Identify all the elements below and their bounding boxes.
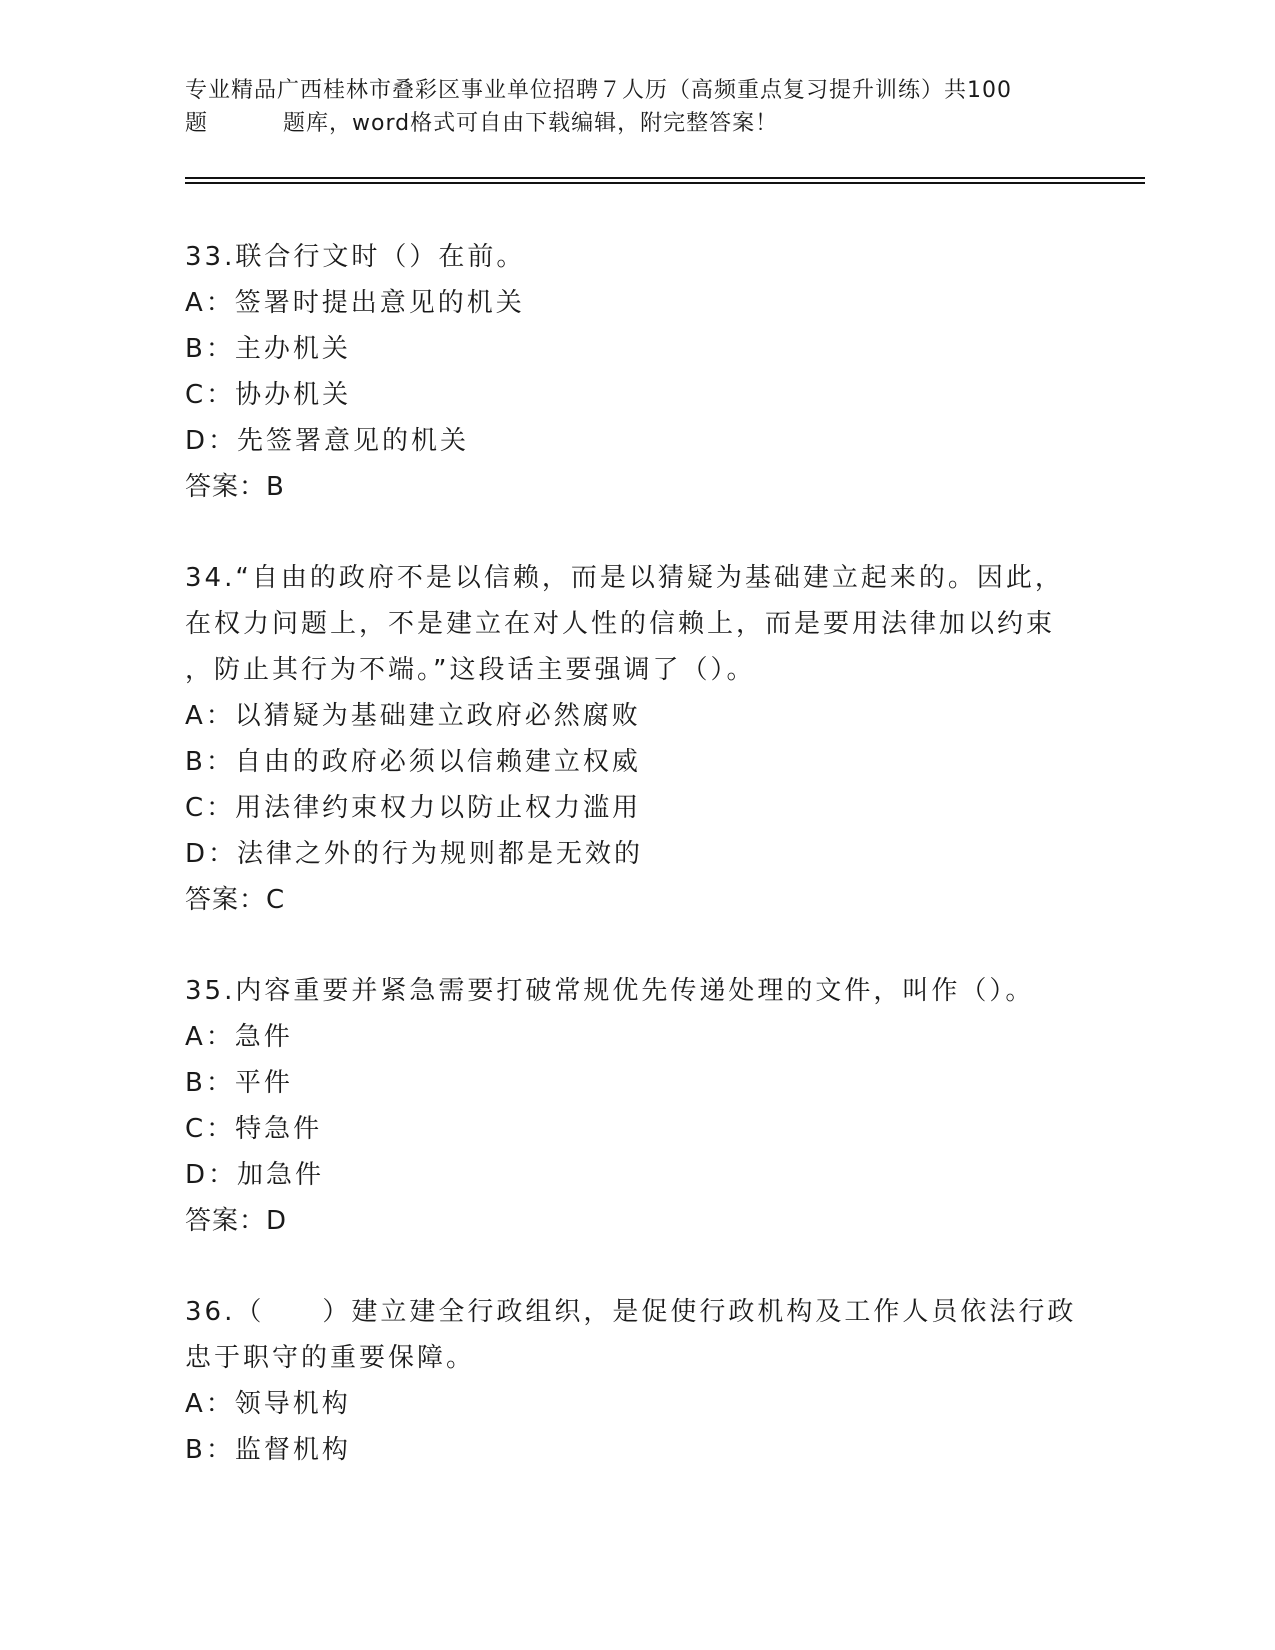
option-a: A：领导机构 bbox=[185, 1389, 351, 1419]
question-list bbox=[185, 234, 1085, 1473]
question-text: 36.（ ）建立建全行政组织，是促使行政机构及工作人员依法行政 bbox=[185, 1297, 1077, 1327]
option-a: A：急件 bbox=[185, 1022, 293, 1052]
question-text: 35.内容重要并紧急需要打破常规优先传递处理的文件，叫作（）。 bbox=[185, 976, 1035, 1006]
option-a: A：以猜疑为基础建立政府必然腐败 bbox=[185, 701, 641, 731]
option-c: C：协办机关 bbox=[185, 380, 352, 410]
question-text: 33.联合行文时（）在前。 bbox=[185, 242, 526, 272]
header-divider-bottom bbox=[185, 182, 1145, 184]
option-a: A：签署时提出意见的机关 bbox=[185, 288, 525, 318]
option-d: D：先签署意见的机关 bbox=[185, 426, 470, 456]
question-block-36 bbox=[185, 1289, 1085, 1473]
option-c: C：特急件 bbox=[185, 1114, 323, 1144]
page-header bbox=[185, 74, 1085, 140]
header-title-line2 bbox=[185, 107, 1085, 140]
answer-text: 答案：B bbox=[185, 472, 285, 502]
option-d: D：加急件 bbox=[185, 1160, 325, 1190]
header-title-lead: 题 bbox=[185, 111, 209, 136]
option-b: B：平件 bbox=[185, 1068, 293, 1098]
question-text: 34.“自由的政府不是以信赖，而是以猜疑为基础建立起来的。因此， bbox=[185, 563, 1064, 593]
question-block-34 bbox=[185, 555, 1085, 923]
question-text: 在权力问题上，不是建立在对人性的信赖上，而是要用法律加以约束 bbox=[185, 609, 1056, 639]
question-block-33 bbox=[185, 234, 1085, 510]
question-block-35 bbox=[185, 968, 1085, 1244]
option-b: B：主办机关 bbox=[185, 334, 351, 364]
block-spacer bbox=[185, 923, 1085, 968]
option-b: B：自由的政府必须以信赖建立权威 bbox=[185, 747, 641, 777]
answer-text: 答案：D bbox=[185, 1206, 288, 1236]
question-text: 忠于职守的重要保障。 bbox=[185, 1343, 476, 1373]
option-d: D：法律之外的行为规则都是无效的 bbox=[185, 839, 644, 869]
option-c: C：用法律约束权力以防止权力滥用 bbox=[185, 793, 642, 823]
header-divider-top bbox=[185, 177, 1145, 179]
question-text: ，防止其行为不端。”这段话主要强调了（）。 bbox=[185, 655, 756, 685]
block-spacer bbox=[185, 510, 1085, 555]
answer-text: 答案：C bbox=[185, 885, 286, 915]
header-title-rest: 题库，word格式可自由下载编辑，附完整答案！ bbox=[283, 111, 779, 136]
option-b: B：监督机构 bbox=[185, 1435, 351, 1465]
block-spacer bbox=[185, 1244, 1085, 1289]
header-title-line1: 专业精品广西桂林市叠彩区事业单位招聘７人历（高频重点复习提升训练）共100 bbox=[185, 78, 1012, 103]
